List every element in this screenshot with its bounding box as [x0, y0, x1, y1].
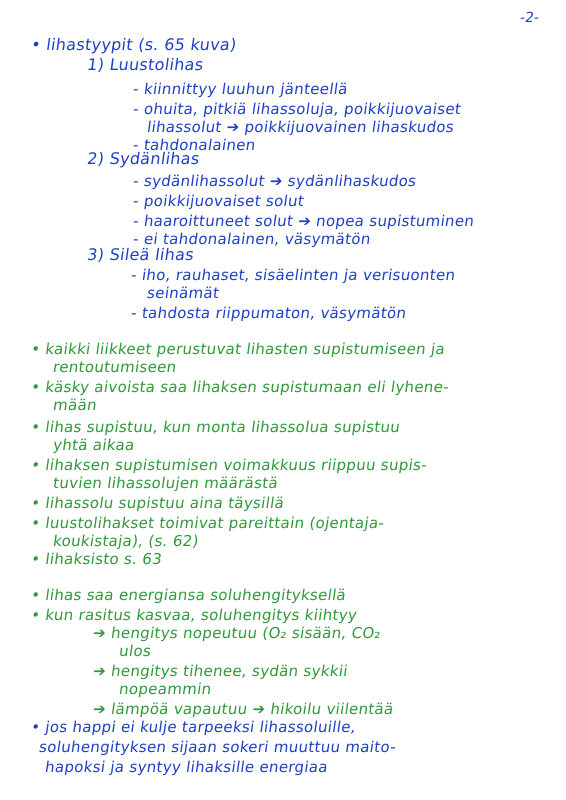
energy-fact-2: • kun rasitus kasvaa, soluhengitys kiihtyy [30, 606, 359, 624]
energy-arrow-1: ➔ hengitys nopeutuu (O₂ sisään, CO₂ [92, 624, 383, 642]
cardiac-point-4: - ei tahdonalainen, väsymätön [132, 230, 372, 248]
cardiac-muscle-heading: 2) Sydänlihas [86, 149, 201, 168]
energy-arrow-3: ➔ lämpöä vapautuu ➔ hikoilu viilentää [92, 700, 395, 718]
contraction-fact-2: • käsky aivoista saa lihaksen supistumaan eli lyhene- [30, 378, 451, 396]
contraction-fact-4: • lihaksen supistumisen voimakkuus riippuu supis- [30, 456, 429, 474]
skeletal-muscle-heading: 1) Luustolihas [86, 55, 205, 74]
heading-muscle-types: • lihastyypit (s. 65 kuva) [30, 35, 238, 54]
cardiac-point-2: - poikkijuovaiset solut [132, 192, 306, 210]
page-number: -2- [518, 10, 541, 26]
skeletal-point-2: - ohuita, pitkiä lihassoluja, poikkijuovaiset [132, 100, 463, 118]
energy-arrow-2: ➔ hengitys tihenee, sydän sykkii [92, 662, 350, 680]
smooth-muscle-heading: 3) Sileä lihas [86, 245, 196, 264]
contraction-fact-6: • luustolihakset toimivat pareittain (ojentaja- [30, 514, 386, 532]
cardiac-point-3: - haaroittuneet solut ➔ nopea supistuminen [132, 212, 476, 230]
smooth-point-1-cont: seinämät [146, 284, 221, 302]
contraction-fact-6-cont: koukistaja), (s. 62) [52, 532, 200, 550]
oxygen-fact-1-cont-a: soluhengityksen sijaan sokeri muuttuu maito- [38, 738, 398, 756]
contraction-fact-1: • kaikki liikkeet perustuvat lihasten supistumiseen ja [30, 340, 447, 358]
oxygen-fact-1: • jos happi ei kulje tarpeeksi lihassoluille, [30, 718, 358, 736]
skeletal-point-2-cont: lihassolut ➔ poikkijuovainen lihaskudos [146, 118, 456, 136]
contraction-fact-3: • lihas supistuu, kun monta lihassolua supistuu [30, 418, 402, 436]
oxygen-fact-1-cont-b: hapoksi ja syntyy lihaksille energiaa [44, 758, 330, 776]
smooth-point-1: - iho, rauhaset, sisäelinten ja verisuonten [130, 266, 457, 284]
contraction-fact-2-cont: mään [52, 396, 99, 414]
contraction-fact-7: • lihaksisto s. 63 [30, 550, 164, 568]
contraction-fact-5: • lihassolu supistuu aina täysillä [30, 494, 286, 512]
skeletal-point-1: - kiinnittyy luuhun jänteellä [132, 80, 350, 98]
contraction-fact-4-cont: tuvien lihassolujen määrästä [52, 474, 280, 492]
contraction-fact-3-cont: yhtä aikaa [52, 436, 136, 454]
contraction-fact-1-cont: rentoutumiseen [52, 358, 178, 376]
energy-fact-1: • lihas saa energiansa soluhengityksellä [30, 586, 348, 604]
energy-arrow-2-cont: nopeammin [118, 680, 213, 698]
skeletal-point-3: - tahdonalainen [132, 136, 257, 154]
smooth-point-2: - tahdosta riippumaton, väsymätön [130, 304, 408, 322]
cardiac-point-1: - sydänlihassolut ➔ sydänlihaskudos [132, 172, 418, 190]
energy-arrow-1-cont: ulos [118, 642, 153, 660]
